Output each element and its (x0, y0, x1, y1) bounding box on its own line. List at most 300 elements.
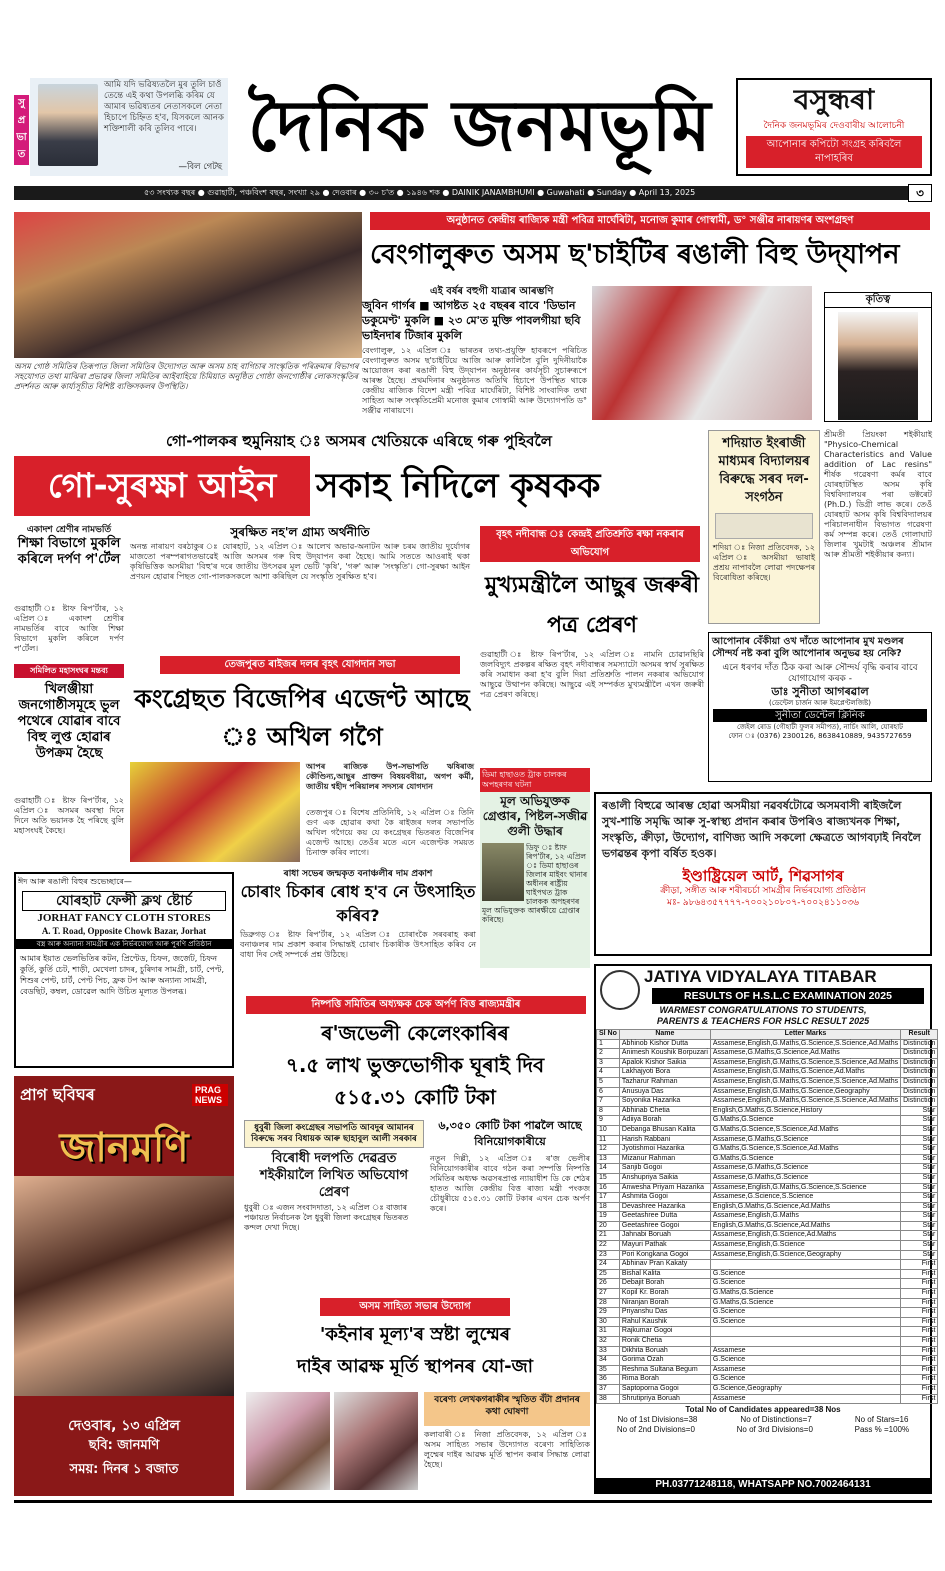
table-cell: G.Science (710, 1375, 900, 1385)
table-cell: 34 (597, 1356, 620, 1366)
col-header: Letter Marks (710, 1030, 900, 1040)
congress-head: কংগ্ৰেছত বিজেপিৰ এজেণ্ট আছে ঃ অখিল গগৈ (134, 684, 470, 751)
table-cell: Soyonika Hazarika (619, 1097, 710, 1107)
table-cell: 1 (597, 1039, 620, 1049)
table-row (597, 1193, 938, 1203)
table-row (597, 1298, 938, 1308)
table-cell: Star (901, 1145, 938, 1155)
table-cell: Distinction (901, 1068, 938, 1078)
table-row (597, 1241, 938, 1251)
table-cell: Bishal Kalita (619, 1269, 710, 1279)
table-cell: G.Maths,G.Science (710, 1154, 900, 1164)
table-cell: Kopil Kr. Borah (619, 1289, 710, 1299)
table-row (597, 1116, 938, 1126)
table-cell: 37 (597, 1384, 620, 1394)
table-row (597, 1384, 938, 1394)
rv-head-1: ৰ'জভেলী কেলেংকাৰিৰ (321, 1021, 509, 1045)
table-cell: Rima Borah (619, 1375, 710, 1385)
table-cell: First (901, 1308, 938, 1318)
table-cell: Star (901, 1212, 938, 1222)
table-cell: 10 (597, 1125, 620, 1135)
dateline-bar (14, 186, 932, 200)
table-row (597, 1212, 938, 1222)
jvt-logo (600, 970, 640, 1010)
table-cell: Distinction (901, 1049, 938, 1059)
gorakha-body: অনন্ত নাৰায়ণ বৰঠাকুৰ ঃ যোৰহাট, ১২ এপ্ৰিল ঃ আলেখ অভাৱ-অনাটন আৰু চৰম জাতীয় দুৰ্যোগৰ মাজতো পৰম্পৰাগতভাৱেই আজি অসমৰ গৰু বিহু উদ্‌যাপন কৰা হৈছে। আমি সততে আওৰাই থকা কৃষিভিত্তিক অসমীয়া 'বিহু'ৰ দৰে জাতীয় উৎসৱৰ মূল ভেটি 'কৃষি', 'গৰু' আৰু 'সংস্কৃতি'। গো-সুৰক্ষা আইন প্ৰণয়ন হোৱাৰ পিছত গো-পালকসকলে আশা কৰিছিল যে সংস্কৃতি সুৰক্ষিত হ'ব। (130, 542, 470, 581)
table-cell: First (901, 1394, 938, 1404)
table-cell: First (901, 1317, 938, 1327)
quote-text: আমি যদি ভৱিষ্যতলৈ মুৰ তুলি চাওঁ তেন্তে এই কথা উপলব্ধি কৰিম যে আমাৰ ভৱিষ্যতৰ নেতাসকলে নেতা হিচাপে চিহ্নিত হ'ব, যিসকলে আনক শক্তিশালী কৰি তুলিব পাৰে। (104, 80, 224, 134)
bihu-kicker: অনুষ্ঠানত কেন্দ্ৰীয় ৰাজ্যিক মন্ত্ৰী পবিত্ৰ মাৰ্ঘেৰিটা, মনোজ কুমাৰ গোস্বামী, ড° সঞ্জীৱ নাৰায়ণৰ অংশগ্ৰহণ (370, 212, 930, 230)
table-cell: English,G.Maths,G.Science,Ad.Maths (710, 1221, 900, 1231)
table-cell: Jahnabi Boruah (619, 1231, 710, 1241)
table-cell: 8 (597, 1106, 620, 1116)
table-cell: Star (901, 1116, 938, 1126)
table-cell: Star (901, 1241, 938, 1251)
rv-sub: ৬,৩৫০ কোটি টকা পাৱলৈ আছে বিনিয়োগকাৰীয়ে (438, 1119, 582, 1148)
table-row (597, 1394, 938, 1404)
col-header: Result (901, 1030, 938, 1040)
table-cell: First (901, 1375, 938, 1385)
table-cell: Star (901, 1154, 938, 1164)
gorakha-sub: সুৰক্ষিত নহ'ল গ্ৰাম্য অৰ্থনীতি (230, 525, 370, 539)
table-cell: Abhinab Chetia (619, 1106, 710, 1116)
table-cell: Assamese,English,G.Maths,G.Science,S.Science (710, 1183, 900, 1193)
table-row (597, 1269, 938, 1279)
table-cell: Pori Kongkana Gogoi (619, 1250, 710, 1260)
table-cell: 2 (597, 1049, 620, 1059)
table-row (597, 1039, 938, 1049)
dhubri-kicker: ধুবুৰী জিলা কংগ্ৰেছৰ সভাপতি আবদুৰ আমানৰ বিৰুদ্ধে সৰব বিধায়ক আৰু ছাহাবুল আলী সৰকাৰ (244, 1120, 424, 1148)
table-cell: Rajkumar Gogoi (619, 1327, 710, 1337)
table-cell: Abhinob Kishor Dutta (619, 1039, 710, 1049)
table-cell: 22 (597, 1241, 620, 1251)
dima-body: ডিফু ঃ ষ্টাফ ৰিপ'ৰ্টাৰ, ১২ এপ্ৰিল ঃ ডিমা হাছাওৰ জিলাৰ মাইবং থানাৰ অধীনৰ ৰাষ্ট্ৰীয় ঘাইপথত ট্ৰাক চালকক অপহৰণৰ মূল অভিযুক্তক আৰক্ষীয়ে গ্ৰেপ্তাৰ কৰিছে। (482, 843, 588, 924)
table-cell: Geetashree Dutta (619, 1212, 710, 1222)
rv-head-2: ৭.৫ লাখ ভুক্তভোগীক ঘূৰাই দিব (285, 1053, 545, 1077)
table-cell: 18 (597, 1202, 620, 1212)
table-row (597, 1154, 938, 1164)
table-row (597, 1125, 938, 1135)
chorang-head: চোৰাং চিকাৰ ৰোধ হ'ব নে উৎসাহিত কৰিব? (240, 882, 476, 925)
jvt-stat: Pass % =100% (854, 1425, 910, 1435)
bihu-greeting-ad (594, 792, 932, 956)
dhubri-head: বিৰোধী দলপতি দেৱব্ৰত শইকীয়ালৈ লিখিত অভিযোগ প্ৰেৰণ (260, 1151, 408, 1200)
table-cell: Assamese,G.Maths,G.Science (710, 1164, 900, 1174)
supravat-char: ভা (16, 132, 27, 143)
sahitya-head-2: দাইৰ আৱক্ষ মূৰ্তি স্থাপনৰ যো-জা (297, 1356, 533, 1377)
table-cell: Assamese (710, 1346, 900, 1356)
jvt-results: RESULTS OF H.S.L.C EXAMINATION 2025 (652, 988, 924, 1004)
table-cell: 35 (597, 1365, 620, 1375)
table-cell: Distinction (901, 1077, 938, 1087)
table-row (597, 1231, 938, 1241)
kritittwa-body: শ্ৰীমতী প্ৰিয়ংকা শইকীয়াই "Physico-Chemical Characteristics and Value addition of Lac resins" শীৰ্ষক গৱেষণা কৰ্মৰ বাবে যোৰহাটস্থিত অসম কৃষি বিশ্ববিদ্যালয়ৰ পৰা ডক্টৰেট (Ph.D.) ডিগ্ৰী লাভ কৰে। তেওঁ যোৰহাট অসম কৃষি বিশ্ববিদ্যালয়ৰ পৰিচালনাধীন বিভাগত গৱেষণা কৰ্ম সম্পন্ন কৰে। তেওঁ গোলাঘাট জিলাৰ খুমটাই অঞ্চলৰ শ্ৰীমান আৰু শ্ৰীমতী শইকীয়াৰ কন্যা। (824, 430, 932, 559)
dental-question: আপোনাৰ বেঁকীয়া ওখ দাঁতে আপোনাৰ মুখ মণ্ডলৰ সৌন্দৰ্য নষ্ট কৰা বুলি আপোনাৰ অনুভৱ হয় নেকি? (712, 636, 904, 659)
table-row (597, 1327, 938, 1337)
table-cell: Jyotishmoi Hazarika (619, 1145, 710, 1155)
table-cell: 25 (597, 1269, 620, 1279)
table-row (597, 1058, 938, 1068)
shadiyat-doc (715, 513, 813, 539)
table-cell: 9 (597, 1116, 620, 1126)
bihu-subhead: জুবিন গাৰ্গৰ ■ আগষ্টত ২৫ বছৰৰ বাবে 'ডিভান ডকুমেণ্ট' মুকলি ■ ২৩ মে'ত মুক্তি পাবলগীয়া ছবি ভাইনদাৰ টিজাৰ মুকলি (362, 299, 581, 342)
table-cell (710, 1337, 900, 1347)
dental-ad (708, 632, 932, 782)
table-cell: 31 (597, 1327, 620, 1337)
table-row (597, 1087, 938, 1097)
jvt-stat: No of 1st Divisions=38 (617, 1415, 698, 1425)
shikha-head: শিক্ষা বিভাগে মুকলি কৰিলে দৰ্পণ প'ৰ্টেল (17, 536, 121, 567)
chorang-body: ডিব্ৰুগড় ঃ ষ্টাফ ৰিপ'ৰ্টাৰ, ১২ এপ্ৰিল ঃ চোৰাংকৈ সৰবৰাহ কৰা বনাঞ্চলৰ দাম প্ৰকাশ কৰাৰ সিদ্ধান্তই চোৰাং চিকাৰীক উৎসাহিত কৰিব নে বাধা দিব সেই সম্পৰ্কে প্ৰশ্ন উঠিছে। (240, 930, 476, 959)
table-cell: Star (901, 1193, 938, 1203)
table-cell: Star (901, 1183, 938, 1193)
cm-kicker: বৃহৎ নদীবান্ধ ঃ কেন্দ্ৰই প্ৰতিশ্ৰুতি ৰক্ষা নকৰাৰ অভিযোগ (480, 526, 700, 562)
table-cell: G.Maths,G.Science (710, 1116, 900, 1126)
table-cell: 5 (597, 1077, 620, 1087)
table-cell: G.Science (710, 1308, 900, 1318)
chorang-kicker: ৰাধা সভেৰ জন্মকৃত বনাঞ্চলীৰ দাম প্ৰকাশ (283, 869, 433, 879)
bihu-body: বেংগালুৰু, ১২ এপ্ৰিল ঃ ভাৰতৰ তথ্য-প্ৰযুক্তি হাবৰূপে পৰিচিত বেংগালুৰুত অসম ছ'চাইটিয়ে আজি আৰু কালিলৈ বুলি দুদিনীয়াকৈ আয়োজন কৰা ৰঙালী বিহু উদ্‌যাপন অনুষ্ঠানৰ কাৰ্যসূচী সুচাৰুৰূপে আৰম্ভ হৈছে। প্ৰথমদিনাৰ অনুষ্ঠানত অতিথি হিচাপে উপস্থিত থাকে কেন্দ্ৰীয় ৰাজ্যিক বিদেশ মন্ত্ৰী পবিত্ৰ মাৰ্ঘেৰিটা, বিশিষ্ট সাংবাদিক তথা সাহিত্য আৰু সংস্কৃতিপ্ৰেমী মনোজ কুমাৰ গোস্বামী আৰু উদ্যোগপতি ড° সঞ্জীৱ নাৰায়ণে। (362, 346, 587, 415)
table-cell: 29 (597, 1308, 620, 1318)
table-cell: Assamese,English,G.Maths (710, 1212, 900, 1222)
table-cell: 3 (597, 1058, 620, 1068)
table-cell: Ashmita Gogoi (619, 1193, 710, 1203)
bill-gates-photo (38, 84, 98, 166)
table-cell: Star (901, 1231, 938, 1241)
fancy-body: আমাৰ ইয়াত ভেলভিতিৰ কটন, প্ৰিণ্টেড, চিফন, জৰ্জেট, চিফন কুৰ্তি, কুৰ্তি চেট, শাড়ী, মেখেলা চাদৰ, চুৰিদাৰ সামগ্ৰী, চাৰ্ট, পেণ্ট, শিশুৰ পেণ্ট, চাৰ্ট, পেণ্ট পিচ, ফ্ৰক টপ আৰু অন্যান্য সামগ্ৰী, বেডছিট, কম্বল, ডোৱেল আদি উচিত মূল্যত উপলব্ধ। (20, 954, 224, 996)
table-cell: First (901, 1384, 938, 1394)
sahitya-head-1: 'কইনাৰ মূল্য'ৰ স্ৰষ্টা লুম্মেৰ (319, 1324, 511, 1345)
col-header: Sl No (597, 1030, 620, 1040)
shadiyat-head: শদিয়াত ইংৰাজী মাধ্যমৰ বিদ্যালয়ৰ বিৰুদ্ধে সৰব দল-সংগঠন (718, 436, 810, 505)
table-cell: Assamese,English,G.Maths,G.Science,S.Science,Ad.Maths (710, 1039, 900, 1049)
table-cell: 16 (597, 1183, 620, 1193)
dima-kicker: ডিমা হাছাওত ট্ৰাক চালকৰ অপহৰণৰ ঘটনা (480, 768, 590, 792)
newspaper-title: দৈনিক জনমভূমি (248, 84, 712, 167)
table-cell: Dikhita Boruah (619, 1346, 710, 1356)
table-cell: Star (901, 1202, 938, 1212)
table-cell: First (901, 1289, 938, 1299)
table-cell: 24 (597, 1260, 620, 1270)
table-row (597, 1077, 938, 1087)
shikha-body: গুৱাহাটী ঃ ষ্টাফ ৰিপ'ৰ্টাৰ, ১২ এপ্ৰিল ঃ একাদশ শ্ৰেণীৰ নামভৰ্তিৰ বাবে আজি শিক্ষা বিভাগে মুকলি কৰিলে দৰ্পণ প'ৰ্টেল। (14, 604, 124, 653)
jvt-stat: No of 3rd Divisions=0 (736, 1425, 813, 1435)
fancy-address: A. T. Road, Opposite Chowk Bazar, Jorhat (41, 926, 207, 936)
dental-clinic: সুনীতা ডেন্টেল ক্লিনিক (713, 709, 927, 722)
table-cell: Distinction (901, 1097, 938, 1107)
table-row (597, 1250, 938, 1260)
table-cell: 7 (597, 1097, 620, 1107)
table-cell: Star (901, 1125, 938, 1135)
table-cell: 33 (597, 1346, 620, 1356)
table-cell: Star (901, 1250, 938, 1260)
table-cell: 38 (597, 1394, 620, 1404)
basundhara-sub: দৈনিক জনমভূমিৰ দেওবাৰীয় আলোচনী (763, 121, 905, 131)
table-cell: G.Science (710, 1356, 900, 1366)
table-cell: Gorima Ozah (619, 1356, 710, 1366)
dental-answer: এনে ধৰণৰ দাঁত ঠিক কৰা আৰু সৌন্দৰ্য বৃদ্ধি কৰাৰ বাবে যোগাযোগ কৰক - (722, 663, 918, 684)
table-cell: Assamese (710, 1394, 900, 1404)
table-cell: G.Maths,G.Science,S.Science,Ad.Maths (710, 1145, 900, 1155)
table-cell: Assamese,G.Maths,G.Science,Ad.Maths (710, 1049, 900, 1059)
congress-body: তেজপুৰ ঃ বিশেষ প্ৰতিনিধি, ১২ এপ্ৰিল ঃ তিনি গুণ এক হোৱাৰ কথা কৈ ৰাইজৰ দলৰ সভাপতি অখিল গগৈয়ে কয় যে কংগ্ৰেছৰ ভিতৰত বিজেপিৰ এজেণ্ট আছে। তেওঁৰ মতে এনে এজেণ্টক সময়ত চিনাক্ত কৰিব লাগে। (306, 808, 474, 857)
sahitya-sub-kicker: বৰেণ্য লেখকগৰাকীৰ স্মৃতিত বঁটা প্ৰদানৰ কথা ঘোষণা (424, 1392, 590, 1426)
bihu-event-photo (592, 286, 812, 420)
table-cell: Geetashree Gogoi (619, 1221, 710, 1231)
congress-side: আপৰ ৰাজ্যিক উপ-সভাপতি ঋষিৰাজ কৌণ্ডিন্য,আছুৰ প্ৰাক্তন বিষয়ববীয়া, অগপ কৰ্মী, জাতীয় শ্বহীদ পৰিয়ালৰ সদস্যৰ যোগদান (306, 762, 474, 791)
table-row (597, 1260, 938, 1270)
supravat-strip (14, 95, 29, 165)
gorakha-red-head: গো-সুৰক্ষা আইন (14, 456, 310, 516)
table-row (597, 1289, 938, 1299)
page-number: ৩ (908, 184, 932, 202)
table-cell: First (901, 1327, 938, 1337)
table-cell: Saptoporna Gogoi (619, 1384, 710, 1394)
table-cell: Star (901, 1221, 938, 1231)
table-cell: Assamese (710, 1365, 900, 1375)
gorakha-black-head: সকাহ নিদিলে কৃষকক (316, 466, 601, 506)
table-row (597, 1202, 938, 1212)
table-cell: 36 (597, 1375, 620, 1385)
table-cell: Harish Rabbani (619, 1135, 710, 1145)
table-cell: 27 (597, 1289, 620, 1299)
supravat-char: প্র (17, 115, 26, 126)
table-cell: First (901, 1260, 938, 1270)
table-cell: 12 (597, 1145, 620, 1155)
table-cell (710, 1260, 900, 1270)
sahitya-photo-1 (246, 1392, 330, 1490)
prag-film-title: জানমণি (59, 1125, 189, 1171)
table-row (597, 1068, 938, 1078)
dateline: ৫৩ সংখ্যক বছৰ ● গুৱাহাটী, পঞ্চবিংশ বছৰ, সংখ্যা ২৯ ● দেওবাৰ ● ৩০ চ'ত ● ১৯৪৬ শক ● DAINIK JANAMBHUMI ● Guwahati ● Sunday ● April 13, 2025 (144, 188, 696, 197)
jvt-table-header (597, 1030, 938, 1040)
table-cell: G.Science (710, 1279, 900, 1289)
table-cell: Star (901, 1173, 938, 1183)
fancy-greet: ঈদ আৰু ৰঙালী বিহুৰ শুভেচ্ছাৰে— (18, 877, 132, 886)
shikha-kicker: একাদশ শ্ৰেণীৰ নামভৰ্তি (26, 525, 112, 535)
table-cell: Animesh Koushik Borpuzari (619, 1049, 710, 1059)
table-cell: G.Maths,G.Science (710, 1298, 900, 1308)
table-cell: Sanjib Gogoi (619, 1164, 710, 1174)
dima-head: মূল অভিযুক্তক গ্ৰেপ্তাৰ, পিষ্টল-সজীৱ গুলী উদ্ধাৰ (482, 794, 588, 838)
dental-doctor: ডাঃ সুনীতা আগৰৱাল (771, 685, 869, 698)
cm-head: মুখ্যমন্ত্ৰীলৈ আছুৰ জৰুৰী পত্ৰ প্ৰেৰণ (484, 573, 700, 638)
shadiyat-box (708, 430, 820, 624)
table-row (597, 1279, 938, 1289)
table-cell: Anusuya Das (619, 1087, 710, 1097)
table-cell: First (901, 1365, 938, 1375)
table-cell: Assamese,English,G.Maths,G.Science,Ad.Maths (710, 1068, 900, 1078)
fancy-name-as: যোৰহাট ফেন্সী ক্লথ ষ্টোৰ্চ (22, 891, 226, 911)
table-cell: G.Maths,G.Science (710, 1289, 900, 1299)
jvt-total: Total No of Candidates appeared=38 Nos (685, 1405, 841, 1415)
prag-film-poster (14, 1176, 234, 1396)
kritittwa-photo (838, 312, 918, 420)
table-cell: Anwesha Priyam Hazarika (619, 1183, 710, 1193)
table-row (597, 1375, 938, 1385)
sahitya-body: কলাবাৰী ঃ নিজা প্ৰতিবেদক, ১২ এপ্ৰিল ঃ অসম সাহিত্য সভাৰ উদ্যোগত বৰেণ্য সাহিত্যিক লুম্মেৰ দাইৰ আৱক্ষ মূৰ্তি স্থাপন কৰাৰ সিদ্ধান্ত লোৱা হৈছে। (424, 1430, 590, 1469)
table-row (597, 1356, 938, 1366)
table-cell: Distinction (901, 1087, 938, 1097)
table-row (597, 1145, 938, 1155)
table-cell: 23 (597, 1250, 620, 1260)
jvt-stats-row-2 (596, 1425, 930, 1435)
sahitya-photo-2 (334, 1392, 418, 1490)
congress-photo (130, 762, 300, 862)
col-header: Name (619, 1030, 710, 1040)
greeting-firm: ইণ্ডাষ্ট্ৰিয়েল আৰ্ট, শিৱসাগৰ (682, 867, 844, 885)
table-cell: Ronik Chetia (619, 1337, 710, 1347)
jvt-stat: No of Stars=16 (854, 1415, 909, 1425)
khiljiya-kicker: সমিলিত মহাসংঘৰ মন্তব্য (14, 664, 124, 678)
greeting-body: ৰঙালী বিহুৱে আৰম্ভ হোৱা অসমীয়া নৱবৰ্ষটোৱে অসমবাসী ৰাইজলৈ সুখ-শান্তি সমৃদ্ধি আৰু সু-স্বাস্থ্য প্ৰদান কৰাৰ উপৰিও ৰাজ্যখনক শিক্ষা, সংস্কৃতি, ক্ৰীড়া, উদ্যোগ, বাণিজ্য আদি সকলো ক্ষেত্ৰতে আগবঢ়াই নিবলৈ ভগৱন্তৰ কৃপা বৰ্ষিত হওক। (602, 799, 921, 860)
supravat-char: সু (18, 98, 25, 109)
table-cell: 15 (597, 1173, 620, 1183)
table-cell: 28 (597, 1298, 620, 1308)
basundhara-call: আপোনাৰ কপিটো সংগ্ৰহ কৰিবলৈ নাপাহৰিব (746, 136, 922, 168)
table-cell: 14 (597, 1164, 620, 1174)
table-cell: 32 (597, 1337, 620, 1347)
table-cell: 30 (597, 1317, 620, 1327)
gorakha-strap: গো-পালকৰ হুমুনিয়াহ ঃ অসমৰ খেতিয়কে এৰিছে গৰু পুহিবলৈ (166, 432, 552, 450)
table-cell: G.Science,Geography (710, 1384, 900, 1394)
table-cell: Shrutipriya Boruah (619, 1394, 710, 1404)
greeting-phones: মঃ- ৯৮৬৪৩৫৭৭৭৭-৭০০২১০৮০৭-৭০০২৪১১০৩৬ (667, 898, 859, 908)
table-cell: Priyanshu Das (619, 1308, 710, 1318)
prag-label: প্ৰাগ ছবিঘৰ (20, 1085, 95, 1104)
bihu-headline: বেংগালুৰুত অসম ছ'চাইটিৰ ৰঙালী বিহু উদ্‌যাপন (370, 239, 900, 270)
table-cell (710, 1327, 900, 1337)
dima-photo (482, 843, 524, 901)
table-cell: First (901, 1337, 938, 1347)
shadiyat-body: শদিয়া ঃ নিজা প্ৰতিবেদক, ১২ এপ্ৰিল ঃ অসমীয়া ভাষাই প্ৰশ্ৰয় নাপাবলৈ লোৱা পদক্ষেপৰ বিৰোধিতা কৰিছে। (713, 543, 815, 582)
fancy-name-en: JORHAT FANCY CLOTH STORES (37, 912, 211, 924)
jvt-phone: PH.03771248118, WHATSAPP NO.7002464131 (596, 1478, 930, 1492)
bottom-rule (14, 1500, 932, 1503)
table-cell: First (901, 1269, 938, 1279)
rv-kicker: নিষ্পত্তি সমিতিৰ অধ্যক্ষক চেক অৰ্পণ বিত্ত ৰাজ্যমন্ত্ৰীৰ (246, 996, 586, 1014)
jvt-results-table (596, 1029, 938, 1404)
table-row (597, 1183, 938, 1193)
table-row (597, 1106, 938, 1116)
table-cell: 11 (597, 1135, 620, 1145)
bihu-photo-caption: অসম গোষ্ঠ সমিতিৰ তিৰূপাত জিলা সমিতিৰ উদ্যোগত আৰু অসম চাহ বাগিচাৰ সাংস্কৃতিক পৰিক্ৰমাৰ বিভাগৰ সহযোগত তথা মাঝিৰা প্ৰভাৱৰ জিলা সমিতিৰ আইবাহিয়ে চিমিয়াত অনুষ্ঠিত গোষ্ঠা জনগোষ্ঠীৰ লোকসংস্কৃতিৰ প্ৰদৰ্শনত আৰু কাৰ্য্যসূচীত বিশিষ্ট ব্যক্তিসকলৰ উপস্থিতি। (14, 362, 359, 391)
table-row (597, 1135, 938, 1145)
table-cell: Assamese,G.Maths,G.Science (710, 1173, 900, 1183)
kritittwa-label: কৃতিত্ব (825, 293, 931, 308)
table-cell: Reshma Sultana Begum (619, 1365, 710, 1375)
khiljiya-head: খিলঞ্জীয়া জনগোষ্ঠীসমূহে ভুল পথেৰে যোৱাৰ বাবে বিহু লুপ্ত হোৱাৰ উপক্ৰম হৈছে (17, 682, 121, 761)
quote-box (30, 78, 228, 176)
table-cell: 17 (597, 1193, 620, 1203)
table-cell: First (901, 1346, 938, 1356)
table-cell: Assamese,English,G.Maths,G.Science,S.Science,Ad.Maths (710, 1077, 900, 1087)
table-cell: Tazharur Rahman (619, 1077, 710, 1087)
jvt-stats-row-1 (596, 1415, 930, 1425)
cm-body: গুৱাহাটী ঃ ষ্টাফ ৰিপ'ৰ্টাৰ, ১২ এপ্ৰিল ঃ নামনি চোৱানছিৰি জলবিদ্যুৎ প্ৰকল্পৰ ৰক্ষিত বৃহৎ নদীবান্ধৰ সমস্যাটো অসমৰ স্বাৰ্থ সুৰক্ষিত কৰি সমাধান কৰা হ'ব বুলি দিয়া প্ৰতিশ্ৰুতি পালন নকৰাৰ অভিযোগ আছুৱে উত্থাপন কৰিছে। আছুৱে এই সম্পৰ্কত মুখ্যমন্ত্ৰীলৈ এখন জৰুৰী পত্ৰ প্ৰেৰণ কৰিছে। (480, 650, 704, 699)
table-cell: G.Science (710, 1269, 900, 1279)
table-cell: 21 (597, 1231, 620, 1241)
basundhara-title: বসুন্ধৰা (793, 83, 875, 116)
jvt-congrats-2: PARENTS & TEACHERS FOR HSLC RESULT 2025 (656, 1016, 870, 1026)
basundhara-box (736, 78, 932, 176)
table-cell: Apalok Kishor Saikia (619, 1058, 710, 1068)
fancy-ad (14, 872, 234, 1068)
table-row (597, 1221, 938, 1231)
prag-day: দেওবাৰ, ১৩ এপ্ৰিল (68, 1418, 180, 1434)
table-cell: Assamese,English,G.Science,Ad.Maths (710, 1231, 900, 1241)
table-cell: 13 (597, 1154, 620, 1164)
table-row (597, 1097, 938, 1107)
table-cell: Assamese,G.Maths,G.Science (710, 1135, 900, 1145)
table-cell: Distinction (901, 1058, 938, 1068)
jvt-stat: No of 2nd Divisions=0 (616, 1425, 695, 1435)
table-cell: G.Science (710, 1317, 900, 1327)
dima-box (480, 768, 590, 968)
jvt-stat: No of Distinctions=7 (740, 1415, 812, 1425)
table-row (597, 1164, 938, 1174)
jvt-congrats-1: WARMEST CONGRATULATIONS TO STUDENTS, (659, 1005, 867, 1015)
bihu-sub-kicker: এই বৰ্ষৰ বহুগী যাত্ৰাৰ আৰম্ভণি (430, 286, 554, 297)
rv-head-3: ৫১৫.৩১ কোটি টকা (334, 1085, 496, 1109)
table-cell: Distinction (901, 1039, 938, 1049)
dental-phone: ফোন ঃ (0376) 2300126, 8638410889, 9435727659 (728, 732, 912, 740)
fancy-tag: বস্ত্ৰ আৰু অন্যান্য সামগ্ৰীৰ এক নিৰ্ভৰযোগ্য আৰু পুৰণি প্ৰতিষ্ঠান (16, 939, 232, 949)
table-cell: Star (901, 1164, 938, 1174)
rv-body: নতুন দিল্লী, ১২ এপ্ৰিল ঃ ৰ'জ ভেলীৰ বিনিয়োগকাৰীৰ বাবে গঠন কৰা সম্পত্তি নিষ্পত্তি সমিতিৰ অধ্যক্ষ অৱসৰপ্ৰাপ্ত ন্যায়াধীশ ডি কে শেঠৰ হাতত আজি কেন্দ্ৰীয় বিত্ত ৰাজ্য মন্ত্ৰী পংকজ চৌধুৰীয়ে ৫১৫.৩১ কোটি টকাৰ এখন চেক অৰ্পণ কৰে। (430, 1154, 590, 1213)
table-row (597, 1173, 938, 1183)
table-cell: Anshupriya Saikia (619, 1173, 710, 1183)
sahitya-kicker: অসম সাহিত্য সভাৰ উদ্যোগ (320, 1298, 510, 1316)
table-row (597, 1365, 938, 1375)
table-cell: 26 (597, 1279, 620, 1289)
table-cell: First (901, 1356, 938, 1366)
table-cell: Debajit Borah (619, 1279, 710, 1289)
table-row (597, 1346, 938, 1356)
greeting-firm-sub: ক্ৰীড়া, সঙ্গীত আৰু শৰীৰচৰ্চা সামগ্ৰীৰ নিৰ্ভৰযোগ্য প্ৰতিষ্ঠান (660, 886, 866, 896)
table-cell: Assamese,G.Science,S.Science (710, 1193, 900, 1203)
table-cell: Adiiya Borah (619, 1116, 710, 1126)
table-row (597, 1049, 938, 1059)
table-cell: Abhinav Pran Kakaty (619, 1260, 710, 1270)
table-row (597, 1337, 938, 1347)
congress-kicker: তেজপুৰত ৰাইজৰ দলৰ বৃহৎ যোগদান সভা (160, 656, 460, 674)
khiljiya-body: গুৱাহাটী ঃ ষ্টাফ ৰিপ'ৰ্টাৰ, ১২ এপ্ৰিল ঃ অসমৰ অবস্থা দিনে দিনে অতি ভয়ানক হৈ পৰিছে বুলি মহাসংঘই কৈছে। (14, 796, 124, 835)
table-cell: Mayuri Pathak (619, 1241, 710, 1251)
bihu-photo (14, 212, 362, 358)
table-cell: First (901, 1298, 938, 1308)
table-cell: Debanga Bhusan Kalita (619, 1125, 710, 1135)
dental-address: জেইল ৰোড (গৌহাটী ফুলৰ সমীপত), নাৰ্চিং আলি, যোৰহাট (737, 723, 903, 731)
table-row (597, 1317, 938, 1327)
table-cell: Lakhajyoti Bora (619, 1068, 710, 1078)
prag-time: সময়: দিনৰ ১ বজাত (69, 1462, 179, 1477)
table-cell: Assamese,English,G.Maths,G.Science,S.Science,Ad.Maths (710, 1097, 900, 1107)
prag-news: PRAG NEWS (192, 1084, 228, 1106)
table-cell: 4 (597, 1068, 620, 1078)
table-cell: Assamese,English,G.Science,Geography (710, 1250, 900, 1260)
table-cell: Assamese,English,G.Science (710, 1241, 900, 1251)
table-cell: English,G.Maths,G.Science,Ad.Maths (710, 1202, 900, 1212)
table-cell: G.Maths,G.Science,S.Science,Ad.Maths (710, 1125, 900, 1135)
table-cell: First (901, 1279, 938, 1289)
dental-degree: (ডেন্টেল চাৰ্জন আৰু ইমপ্লেণ্টলজিষ্ট) (769, 699, 871, 707)
quote-author: —বিল গেটছ (178, 162, 222, 172)
kritittwa-box (824, 292, 932, 422)
table-cell: Rahul Kaushik (619, 1317, 710, 1327)
table-cell: Star (901, 1106, 938, 1116)
